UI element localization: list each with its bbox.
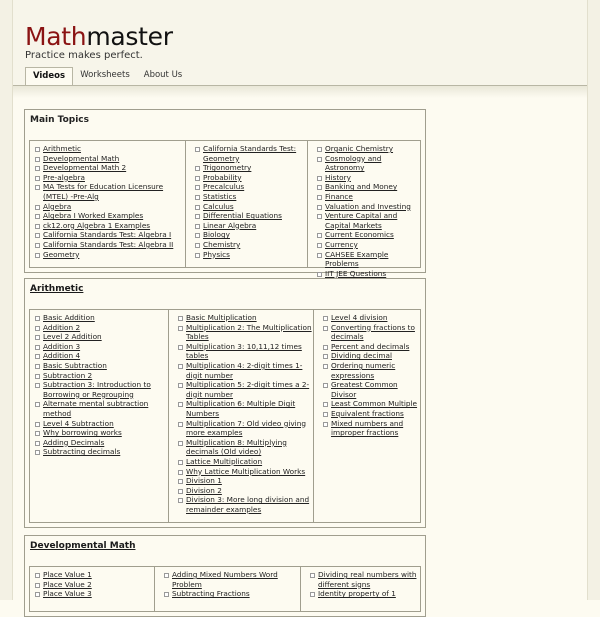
logo-master: master: [86, 22, 173, 51]
topic-link[interactable]: Organic Chemistry: [325, 144, 394, 153]
topic-list-item: [34, 351, 168, 361]
topic-link[interactable]: Chemistry: [203, 239, 241, 249]
topic-list-item: [316, 240, 420, 250]
topic-list-item: [177, 380, 313, 399]
topic-list-item: [34, 580, 154, 590]
topic-list-item: [194, 163, 307, 173]
column-1: [30, 141, 185, 267]
topic-columns: [29, 566, 421, 612]
topic-link[interactable]: Subtraction 2: [43, 370, 93, 380]
topic-list-item: [34, 361, 168, 371]
topic-link[interactable]: Subtracting Fractions: [172, 589, 250, 599]
topic-list-item: [316, 269, 420, 279]
topic-link[interactable]: Finance: [325, 191, 353, 201]
topic-link[interactable]: California Standards Test: Algebra I: [43, 230, 172, 240]
topic-list-item: [322, 409, 420, 419]
topic-link[interactable]: Venture Capital and Capital Markets: [325, 211, 398, 230]
topic-list-item: [194, 182, 307, 192]
site-logo[interactable]: [25, 22, 173, 52]
topic-list-item: [177, 419, 313, 438]
topic-link[interactable]: Valuation and Investing: [325, 201, 411, 211]
topic-list-item: [316, 230, 420, 240]
topic-link[interactable]: Subtracting decimals: [43, 447, 121, 457]
topic-list-item: [309, 589, 420, 599]
topic-link[interactable]: Alternate mental subtraction method: [43, 399, 149, 418]
column-3: [313, 310, 420, 522]
topic-list-item: [316, 192, 420, 202]
topic-list-item: [316, 144, 420, 154]
header-shadow: [13, 86, 587, 98]
topic-link[interactable]: MA Tests for Education Licensure (MTEL) -Pre-Alg: [43, 182, 164, 201]
topic-list-item: [194, 173, 307, 183]
topic-list-item: [177, 457, 313, 467]
topic-list-item: [194, 144, 307, 163]
topic-list-item: [177, 323, 313, 342]
topic-link[interactable]: California Standards Test: Geometry: [203, 144, 297, 163]
topic-list-item: [316, 173, 420, 183]
topic-list-item: [34, 570, 154, 580]
topic-list-item: [34, 230, 185, 240]
section-title: Main Topics: [30, 115, 90, 125]
topic-list-item: [194, 250, 307, 260]
column-2: [185, 141, 307, 267]
topic-list-item: [34, 399, 168, 418]
topic-columns: [29, 140, 421, 278]
topic-link[interactable]: Calculus: [203, 201, 234, 211]
topic-link[interactable]: Currency: [325, 239, 358, 249]
topic-link[interactable]: Why Lattice Multiplication Works: [186, 466, 306, 476]
topic-link[interactable]: Addition 3: [43, 341, 81, 351]
topic-link[interactable]: California Standards Test: Algebra II: [43, 239, 174, 249]
column-2: [154, 567, 300, 611]
topic-link[interactable]: Probability: [203, 172, 242, 182]
topic-list-item: [194, 240, 307, 250]
section-title[interactable]: Arithmetic: [30, 284, 84, 294]
column-3: [307, 141, 420, 278]
topic-list-item: [34, 419, 168, 429]
logo-math: Math: [25, 22, 87, 51]
topic-list-item: [163, 589, 300, 599]
topic-link[interactable]: Place Value 3: [43, 589, 92, 599]
topic-list-item: [322, 323, 420, 342]
topic-link[interactable]: Linear Algebra: [203, 220, 257, 230]
topic-link[interactable]: CAHSEE Example Problems: [325, 249, 389, 269]
topic-list-item: [194, 221, 307, 231]
topic-link[interactable]: Greatest Common Divisor: [331, 380, 398, 399]
topic-link[interactable]: Lattice Multiplication: [186, 456, 263, 466]
topic-list-item: [34, 211, 185, 221]
topic-list-item: [34, 589, 154, 599]
topic-link[interactable]: Geometry: [43, 249, 80, 259]
topic-link[interactable]: Level 4 Subtraction: [43, 418, 114, 428]
topic-list-item: [34, 154, 185, 164]
topic-link[interactable]: Mixed numbers and improper fractions: [331, 418, 404, 438]
topic-link[interactable]: Trigonometry: [203, 163, 252, 173]
topic-list-item: [163, 570, 300, 589]
tab-about-us[interactable]: About Us: [143, 70, 183, 80]
topic-list-item: [34, 428, 168, 438]
topic-link[interactable]: Algebra: [43, 201, 72, 211]
topic-link[interactable]: Subtraction 3: Introduction to Borrowing or Regrouping: [43, 380, 151, 399]
topic-list-item: [34, 332, 168, 342]
topic-link[interactable]: Equivalent fractions: [331, 408, 404, 418]
topic-link[interactable]: History: [325, 172, 351, 182]
topic-link[interactable]: Multiplication 2: The Multiplication Tables: [186, 322, 312, 342]
tab-worksheets[interactable]: Worksheets: [80, 70, 130, 80]
topic-list-item: [34, 202, 185, 212]
section-title[interactable]: Developmental Math: [30, 541, 136, 551]
topic-list-item: [322, 313, 420, 323]
topic-link[interactable]: Biology: [203, 230, 230, 240]
topic-list-item: [194, 202, 307, 212]
topic-link[interactable]: Ordering numeric expressions: [331, 360, 396, 380]
topic-link[interactable]: Converting fractions to decimals: [331, 322, 415, 342]
topic-link[interactable]: Identity property of 1: [318, 589, 396, 599]
topic-list-item: [177, 486, 313, 496]
topic-list-item: [322, 351, 420, 361]
topic-list-item: [34, 447, 168, 457]
topic-list-item: [34, 173, 185, 183]
site-header: [13, 0, 587, 88]
topic-link[interactable]: Multiplication 6: Multiple Digit Numbers: [186, 399, 296, 418]
topic-link[interactable]: Basic Subtraction: [43, 360, 107, 370]
column-1: [30, 310, 168, 522]
topic-list-item: [316, 211, 420, 230]
topic-link[interactable]: Level 4 division: [331, 313, 388, 322]
topic-list-item: [194, 230, 307, 240]
site-tagline: Practice makes perfect.: [25, 50, 143, 61]
topic-link[interactable]: Multiplication 5: 2-digit times a 2-digit number: [186, 380, 310, 399]
topic-list-item: [34, 380, 168, 399]
topic-link[interactable]: Place Value 2: [43, 579, 92, 589]
tab-videos[interactable]: Videos: [25, 67, 73, 87]
topic-list-item: [177, 342, 313, 361]
topic-list-item: [177, 438, 313, 457]
topic-list-item: [316, 202, 420, 212]
section-arithmetic: [24, 278, 426, 528]
topic-list-item: [322, 361, 420, 380]
topic-link[interactable]: Multiplication 7: Old video giving more examples: [186, 418, 306, 438]
topic-link[interactable]: Percent and decimals: [331, 341, 410, 351]
topic-link[interactable]: Division 2: [186, 485, 222, 495]
topic-list-item: [34, 163, 185, 173]
topic-list-item: [322, 399, 420, 409]
topic-link[interactable]: Precalculus: [203, 182, 245, 192]
topic-link[interactable]: Banking and Money: [325, 182, 398, 192]
topic-link[interactable]: Multiplication 3: 10,11,12 times tables: [186, 341, 302, 361]
topic-link[interactable]: Place Value 1: [43, 570, 92, 579]
topic-link[interactable]: Basic Multiplication: [186, 313, 257, 322]
topic-link[interactable]: Level 2 Addition: [43, 332, 102, 342]
topic-link[interactable]: Addition 2: [43, 322, 81, 332]
topic-link[interactable]: Pre-algebra: [43, 172, 85, 182]
topic-list-item: [177, 476, 313, 486]
topic-list-item: [34, 342, 168, 352]
topic-link[interactable]: Statistics: [203, 191, 237, 201]
topic-list-item: [34, 250, 185, 260]
column-2: [168, 310, 313, 522]
column-3: [300, 567, 420, 611]
topic-link[interactable]: Multiplication 8: Multiplying decimals (Old video): [186, 437, 287, 457]
column-1: [30, 567, 154, 611]
topic-link[interactable]: Developmental Math: [43, 153, 120, 163]
topic-link[interactable]: IIT JEE Questions: [325, 268, 387, 278]
topic-list-item: [177, 495, 313, 514]
topic-list-item: [34, 144, 185, 154]
topic-link[interactable]: Why borrowing works: [43, 428, 122, 438]
topic-link[interactable]: Arithmetic: [43, 144, 82, 153]
topic-list-item: [34, 323, 168, 333]
topic-list-item: [316, 250, 420, 269]
topic-link[interactable]: Division 1: [186, 476, 222, 486]
topic-link[interactable]: Least Common Multiple: [331, 399, 418, 409]
topic-list-item: [177, 361, 313, 380]
topic-link[interactable]: Division 3: More long division and remainder examples: [186, 495, 310, 514]
topic-list-item: [322, 342, 420, 352]
topic-list-item: [177, 467, 313, 477]
page-edge-right: [587, 0, 600, 600]
topic-link[interactable]: Differential Equations: [203, 211, 282, 221]
topic-list-item: [34, 182, 185, 201]
topic-link[interactable]: Addition 4: [43, 351, 81, 361]
topic-link[interactable]: Cosmology and Astronomy: [325, 153, 382, 173]
topic-list-item: [316, 154, 420, 173]
topic-list-item: [177, 313, 313, 323]
topic-link[interactable]: Multiplication 4: 2-digit times 1-digit number: [186, 360, 303, 380]
topic-link[interactable]: Developmental Math 2: [43, 163, 127, 173]
topic-list-item: [177, 399, 313, 418]
topic-list-item: [194, 211, 307, 221]
topic-list-item: [309, 570, 420, 589]
topic-link[interactable]: ck12.org Algebra 1 Examples: [43, 220, 151, 230]
topic-link[interactable]: Algebra I Worked Examples: [43, 211, 144, 221]
topic-list-item: [34, 371, 168, 381]
topic-link[interactable]: Current Economics: [325, 230, 394, 240]
topic-link[interactable]: Physics: [203, 249, 230, 259]
topic-list-item: [322, 380, 420, 399]
topic-link[interactable]: Dividing real numbers with different signs: [318, 570, 417, 589]
section-main-topics: [24, 109, 426, 278]
topic-list-item: [194, 192, 307, 202]
section-developmental-math: [24, 535, 426, 617]
topic-link[interactable]: Adding Mixed Numbers Word Problem: [172, 570, 278, 589]
page-edge-left: [0, 0, 13, 600]
topic-list-item: [316, 182, 420, 192]
topic-list-item: [34, 313, 168, 323]
topic-list-item: [322, 419, 420, 438]
topic-list-item: [34, 438, 168, 448]
topic-link[interactable]: Adding Decimals: [43, 437, 105, 447]
topic-list-item: [34, 221, 185, 231]
topic-list-item: [34, 240, 185, 250]
topic-link[interactable]: Dividing decimal: [331, 351, 392, 361]
topic-link[interactable]: Basic Addition: [43, 313, 95, 322]
topic-columns: [29, 309, 421, 523]
